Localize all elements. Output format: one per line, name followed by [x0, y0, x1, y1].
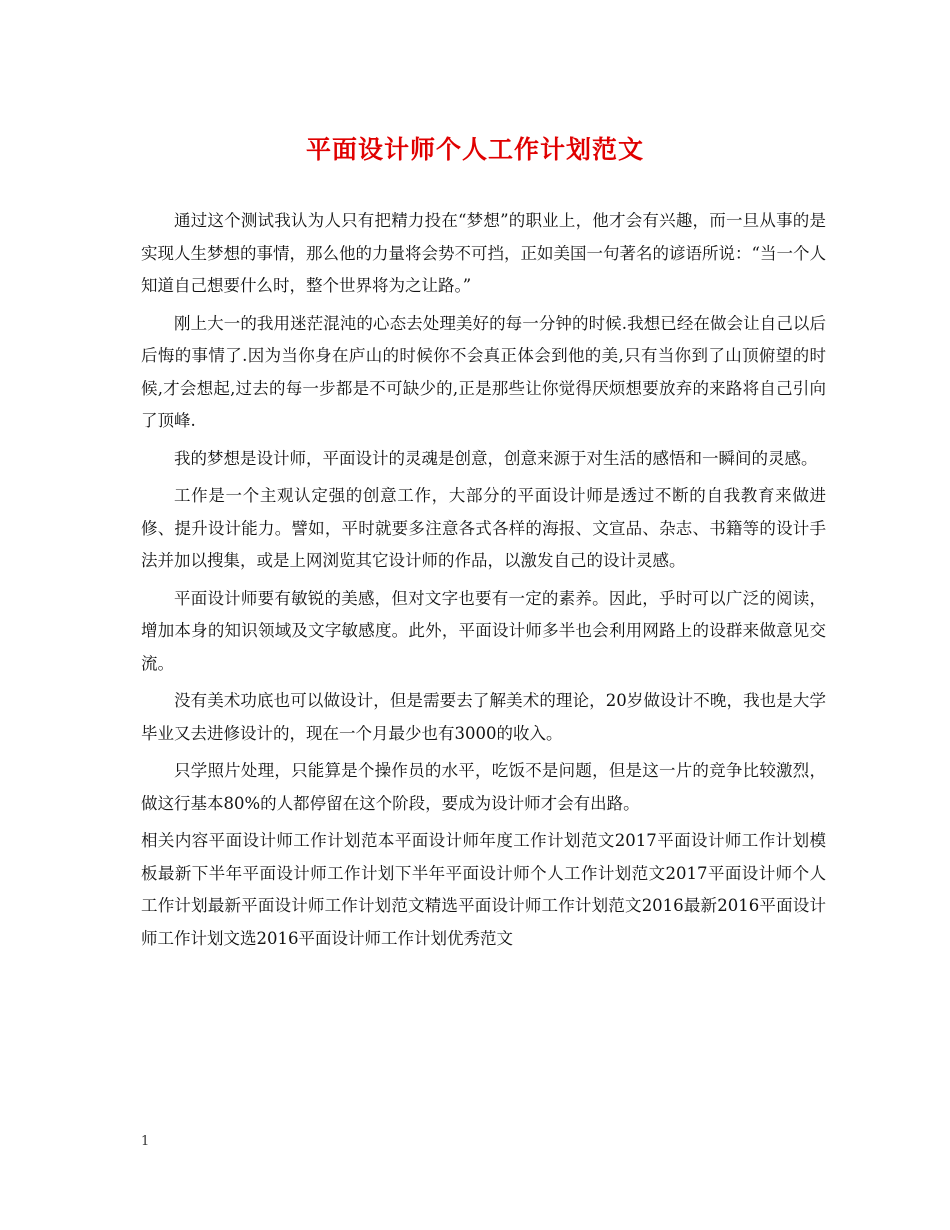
- paragraph-5: 平面设计师要有敏锐的美感，但对文字也要有一定的素养。因此，乎时可以广泛的阅读，增加本身的知识领域及文字敏感度。此外，平面设计师多半也会利用网路上的设群来做意见交流。: [141, 588, 826, 673]
- page-number: 1: [141, 1134, 150, 1149]
- paragraph-1: 通过这个测试我认为人只有把精力投在“梦想”的职业上，他才会有兴趣，而一旦从事的是实现人生梦想的事情，那么他的力量将会势不可挡，正如美国一句著名的谚语所说：“当一个人知道自己想要什么时，整个世界将为之让路。”: [141, 211, 826, 295]
- paragraph-4: 工作是一个主观认定强的创意工作，大部分的平面设计师是透过不断的自我教育来做进修、提升设计能力。譬如，平时就要多注意各式各样的海报、文宣品、杂志、书籍等的设计手法并加以搜集，或是上网浏览其它设计师的作品，以激发自己的设计灵感。: [141, 486, 826, 570]
- document-title: 平面设计师个人工作计划范文: [305, 135, 644, 164]
- paragraph-3: 我的梦想是设计师，平面设计的灵魂是创意，创意来源于对生活的感悟和一瞬间的灵感。: [174, 448, 818, 468]
- paragraph-2: 刚上大一的我用迷茫混沌的心态去处理美好的每一分钟的时候.我想已经在做会让自己以后后悔的事情了.因为当你身在庐山的时候你不会真正体会到他的美,只有当你到了山顶俯望的时候,才会想起,过去的每一步都是不可缺少的,正是那些让你觉得厌烦想要放弃的来路将自己引向了顶峰.: [141, 313, 826, 430]
- paragraph-7: 只学照片处理，只能算是个操作员的水平，吃饭不是问题，但是这一片的竞争比较激烈，做这行基本80%的人都停留在这个阶段，要成为设计师才会有出路。: [141, 761, 826, 813]
- paragraph-6: 没有美术功底也可以做设计，但是需要去了解美术的理论，20岁做设计不晚，我也是大学毕业又去进修设计的，现在一个月最少也有3000的收入。: [141, 691, 826, 743]
- related-content: 相关内容平面设计师工作计划范本平面设计师年度工作计划范文2017平面设计师工作计划模板最新下半年平面设计师工作计划下半年平面设计师个人工作计划范文2017平面设计师个人工作计划最新平面设计师工作计划范文精选平面设计师工作计划范文2016最新2016平面设计师工作计划文选2016平面设计师工作计划优秀范文: [141, 831, 826, 948]
- document-body: [141, 205, 826, 960]
